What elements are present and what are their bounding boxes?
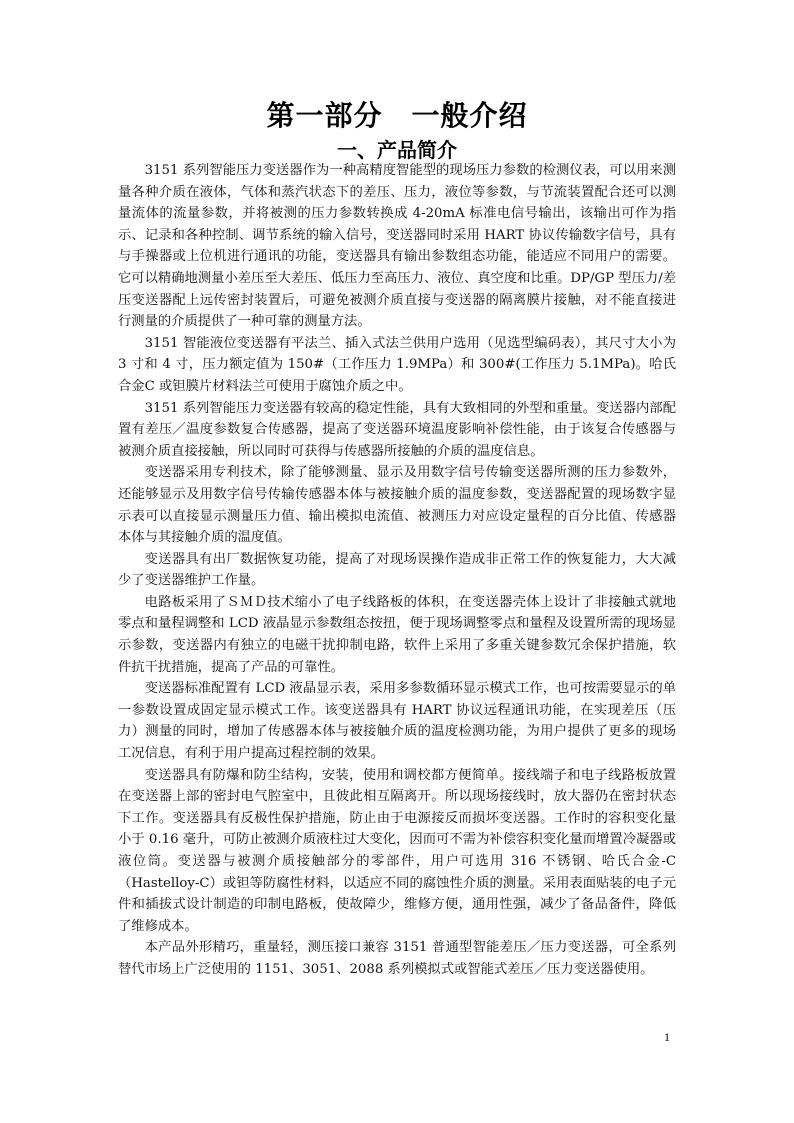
page-title: 第一部分 一般介绍: [266, 99, 528, 132]
paragraph: 3151 系列智能压力变送器有较高的稳定性能，具有大致相同的外型和重量。变送器内部配置有差压／温度参数复合传感器，提高了变送器环境温度影响补偿性能，由于该复合传感器与被测介质直接接触，所以同时可获得与传感器所接触的介质的温度信息。: [118, 400, 676, 459]
body-text: [118, 160, 676, 981]
paragraph: 变送器具有防爆和防尘结构，安装，使用和调校都方便简单。接线端子和电子线路板放置在变送器上部的密封电气腔室中，且彼此相互隔离开。所以现场接线时，放大器仍在密封状态下工作。变送器具有反极性保护措施，防止由于电源接反而损坏变送器。工作时的容积变化量小于 0.16 毫升，可防止被测介质液柱过大变化，因而可不需为补偿容积变化量而增置冷凝器或液位筒。变送器与被测介质接触部分的零部件，用户可选用 316 不锈钢、哈氏合金-C（Hastelloy-C）或钽等防腐性材料，以适应不同的腐蚀性介质的测量。采用表面贴装的电子元件和插拔式设计制造的印制电路板，使故障少，维修方便，通用性强，减少了备品备件，降低了维修成本。: [118, 767, 676, 934]
paragraph: 变送器标准配置有 LCD 液晶显示表，采用多参数循环显示模式工作，也可按需要显示的单一参数设置成固定显示模式工作。该变送器具有 HART 协议远程通讯功能，在实现差压（压力）测量的同时，增加了传感器本体与被接触介质的温度检测功能，为用户提供了更多的现场工况信息，有利于用户提高过程控制的效果。: [118, 681, 676, 762]
paragraph: 变送器具有出厂数据恢复功能，提高了对现场误操作造成非正常工作的恢复能力，大大减少了变送器维护工作量。: [118, 551, 676, 589]
paragraph: 电路板采用了ＳＭＤ技术缩小了电子线路板的体积，在变送器壳体上设计了非接触式就地零点和量程调整和 LCD 液晶显示参数组态按扭，便于现场调整零点和量程及设置所需的现场显示参数，变送器内有独立的电磁干扰抑制电路，软件上采用了多重关键参数冗余保护措施，软件抗干扰措施，提高了产品的可靠性。: [118, 594, 676, 675]
paragraph: 本产品外形精巧，重量轻，测压接口兼容 3151 普通型智能差压／压力变送器，可全系列替代市场上广泛使用的 1151、3051、2088 系列模拟式或智能式差压／压力变送器使用。: [118, 940, 676, 977]
section-title: 一、产品简介: [337, 138, 457, 162]
page-number: 1: [664, 1030, 670, 1044]
paragraph: 变送器采用专利技术，除了能够测量、显示及用数字信号传输变送器所测的压力参数外，还能够显示及用数字信号传输传感器本体与被接触介质的温度参数，变送器配置的现场数字显示表可以直接显示测量压力值、输出模拟电流值、被测压力对应设定量程的百分比值、传感器本体与其接触介质的温度值。: [118, 465, 676, 546]
paragraph: 3151 系列智能压力变送器作为一种高精度智能型的现场压力参数的检测仪表，可以用来测量各种介质在液体，气体和蒸汽状态下的差压、压力，液位等参数，与节流装置配合还可以测量流体的流量参数，并将被测的压力参数转换成 4-20mA 标准电信号输出，该输出可作为指示、记录和各种控制、调节系统的输入信号，变送器同时采用 HART 协议传输数字信号，具有与手操器或上位机进行通讯的功能，变送器具有输出参数组态功能，能适应不同用户的需要。它可以精确地测量小差压至大差压、低压力至高压力、液位、真空度和比重。DP/GP 型压力/差压变送器配上远传密封装置后，可避免被测介质直接与变送器的隔离膜片接触，对不能直接进行测量的介质提供了一种可靠的测量方法。: [118, 163, 676, 330]
paragraph: 3151 智能液位变送器有平法兰、插入式法兰供用户选用（见选型编码表），其尺寸大小为 3 寸和 4 寸，压力额定值为 150#（工作压力 1.9MPa）和 300#(工作压力 5.1MPa)。哈氏合金C 或钽膜片材料法兰可使用于腐蚀介质之中。: [118, 335, 676, 394]
